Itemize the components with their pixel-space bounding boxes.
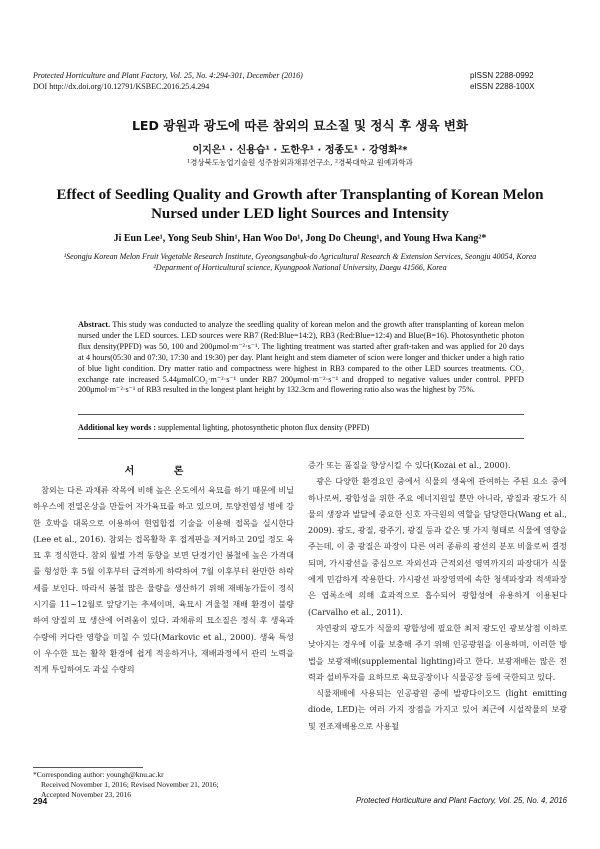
corresponding-author: *Corresponding author: youngh@knu.ac.kr xyxy=(33,770,164,779)
abstract-text: This study was conducted to analyze the seedling quality of korean melon and the growth after transplanting of korean melon nursed under the LED sources. LED sources were RB7 (Red:Blue=14:2), RB3 (Red:Blue=12:4) and Blue(B=16). Photosynthetic photon flux density(PPFD) was 50, 100 and 200μmol·m⁻²·s⁻¹. The lighting treatment was started after graft-taken and was applied for 20 days at 4 hours(05:30 and 07:30, 17:30 and 19:30) per day. Plant height and stem diameter of scion were longer and thicker under a high ratio of blue light condition. Dry matter ratio and compactness were highest in RB3 compared to the other LED sources treatments. CO₂ exchange rate increased 5.44μmolCO₂·m⁻²·s⁻¹ under RB7 200μmol·m⁻²·s⁻¹ and dropped to negative values under control. PPFD 200μmol·m⁻²·s⁻¹ of RB3 resulted in the longest plant height by 132.3cm and flowering ratio also was the highest by 75%. xyxy=(78,320,524,395)
keywords xyxy=(78,423,524,432)
footnote-rule xyxy=(33,767,143,768)
body-paragraph-continued: 증가 또는 품질을 향상시킬 수 있다(Kozai et al., 2000). xyxy=(308,460,511,470)
body-column-left xyxy=(33,482,294,678)
pissn: pISSN 2288-0992 xyxy=(470,71,534,80)
footer-journal: Protected Horticulture and Plant Factory, Vol. 25, No. 4, 2016 xyxy=(355,796,567,805)
abstract xyxy=(78,320,524,396)
body-paragraph: 식물재배에 사용되는 인공광원 중에 발광다이오드 (light emitting diode, LED)는 여러 가지 장점을 가지고 있어 최근에 시설작물의 보광 및 전조재배용으로 사용될 xyxy=(308,688,567,731)
body-column-right xyxy=(308,457,567,734)
doi-line[interactable]: DOI http://dx.doi.org/10.12791/KSBEC.2016.25.4.294 xyxy=(33,82,210,91)
korean-authors: 이지은¹ · 신용습¹ · 도한우¹ · 정종도¹ · 강영화²* xyxy=(192,145,408,156)
keywords-text: supplemental lighting, photosynthetic photon flux density (PPFD) xyxy=(158,423,370,432)
issn-block xyxy=(470,70,580,92)
body-paragraph: 자연광의 광도가 식물의 광합성에 필요한 최저 광도인 광보상점 이하로 낮아지는 경우에 이를 보충해 주기 위해 인공광원을 이용하며, 이러한 방법을 보광재배(supplemental lighting)라고 한다. 보광재배는 많은 전력과 설비투자를 요하므로 육묘공장이나 식물공장 등에 국한되고 있다. xyxy=(308,622,567,682)
page-number: 294 xyxy=(33,796,48,806)
journal-line: Protected Horticulture and Plant Factory, Vol. 25, No. 4:294-301, December (2016) xyxy=(33,71,303,80)
affiliation-2: ²Deparment of Horticultural science, Kyungpook National University, Daegu 41566, Korea xyxy=(153,263,447,272)
received-date: Received November 1, 2016; Revised November 21, 2016; xyxy=(41,780,219,789)
english-authors: Ji Eun Lee¹, Yong Seub Shin¹, Han Woo Do¹, Jong Do Cheung¹, and Young Hwa Kang²* xyxy=(113,233,487,244)
footnote xyxy=(33,770,293,800)
english-title: Effect of Seedling Quality and Growth after Transplanting of Korean Melon Nursed under LED light Sources and Intensity xyxy=(56,187,544,222)
affiliation-1: ¹Seongju Korean Melon Fruit Vegetable Research Institute, Gyeongsangbuk-do Agricultural Research & Extension Services, Seongju 40054, Korea xyxy=(63,252,537,261)
abstract-label: Abstract. xyxy=(78,320,111,329)
body-paragraph: 참외는 다른 과채류 작목에 비해 높은 온도에서 육묘를 하기 때문에 비닐하우스에 전열온상을 만들어 자가육묘를 하고 있으며, 토양전염성 병에 강한 호박을 대목으로 이용하여 현엽합접 기술을 이용해 접목을 실시한다 (Lee et al., 2016). 참외는 접목활착 후 접게판을 제거하고 20일 정도 육묘 후 정식한다. 참외 월별 가격 동향을 보면 단경기인 봄철에 높은 가격대를 형성한 후 5월 이후부터 급격하게 하락하여 7월 이후부터 완만한 하락세를 보인다. 따라서 봄철 많은 물량을 생산하기 위해 재배농가들이 정식 시기를 11~12월로 앞당기는 추세이며, 육묘시 겨울철 재배 환경이 불량하여 양질의 묘 생산에 어려움이 있다. 과채류의 묘소질은 정식 후 생육과 수량에 커다란 영향을 미칠 수 있다(Markovic et al., 2000). 생육 특성이 우수한 묘는 활착 환경에 쉽게 적응하거나, 재배과정에서 관리 노력을 적게 투입하여도 과실 수량의 xyxy=(33,485,294,675)
section-heading-introduction: 서 론 xyxy=(124,466,202,477)
eissn: eISSN 2288-100X xyxy=(470,82,535,91)
english-affiliations xyxy=(30,251,570,273)
korean-title: LED 광원과 광도에 따른 참외의 묘소질 및 정식 후 생육 변화 xyxy=(131,118,469,133)
accepted-date: Accepted November 23, 2016 xyxy=(41,790,131,799)
korean-affiliation: ¹경상북도농업기술원 성주참외과채류연구소, ²경북대학교 원예과학과 xyxy=(187,158,413,167)
keywords-rule-top xyxy=(78,414,524,415)
keywords-rule-bottom xyxy=(78,438,524,439)
body-paragraph: 광은 다양한 환경요인 중에서 식물의 생육에 관여하는 주된 요소 중에 하나로써, 광합성을 위한 주요 에너지원일 뿐만 아니라, 광질과 광도가 식물의 생장과 발달에 중요한 신호 자극원의 역할을 담당한다(Wang et al., 2009). 광도, 광질, 광주기, 광질 등과 같은 몇 가지 형태로 식물에 영향을 주는데, 이 중 광질은 파장이 다른 여러 종류의 광선의 분포 비율로써 결정되며, 가시광선을 중심으로 자외선과 근적외선 영역까지의 파장대가 식물에게 민감하게 작용한다. 가시광선 파장영역에 속한 청색파장과 적색파장은 엽록소에 의해 효과적으로 흡수되어 광합성에 유용하게 이용된다(Carvalho et al., 2011). xyxy=(308,476,567,617)
keywords-label: Additional key words : xyxy=(78,423,157,432)
journal-citation xyxy=(33,70,373,92)
